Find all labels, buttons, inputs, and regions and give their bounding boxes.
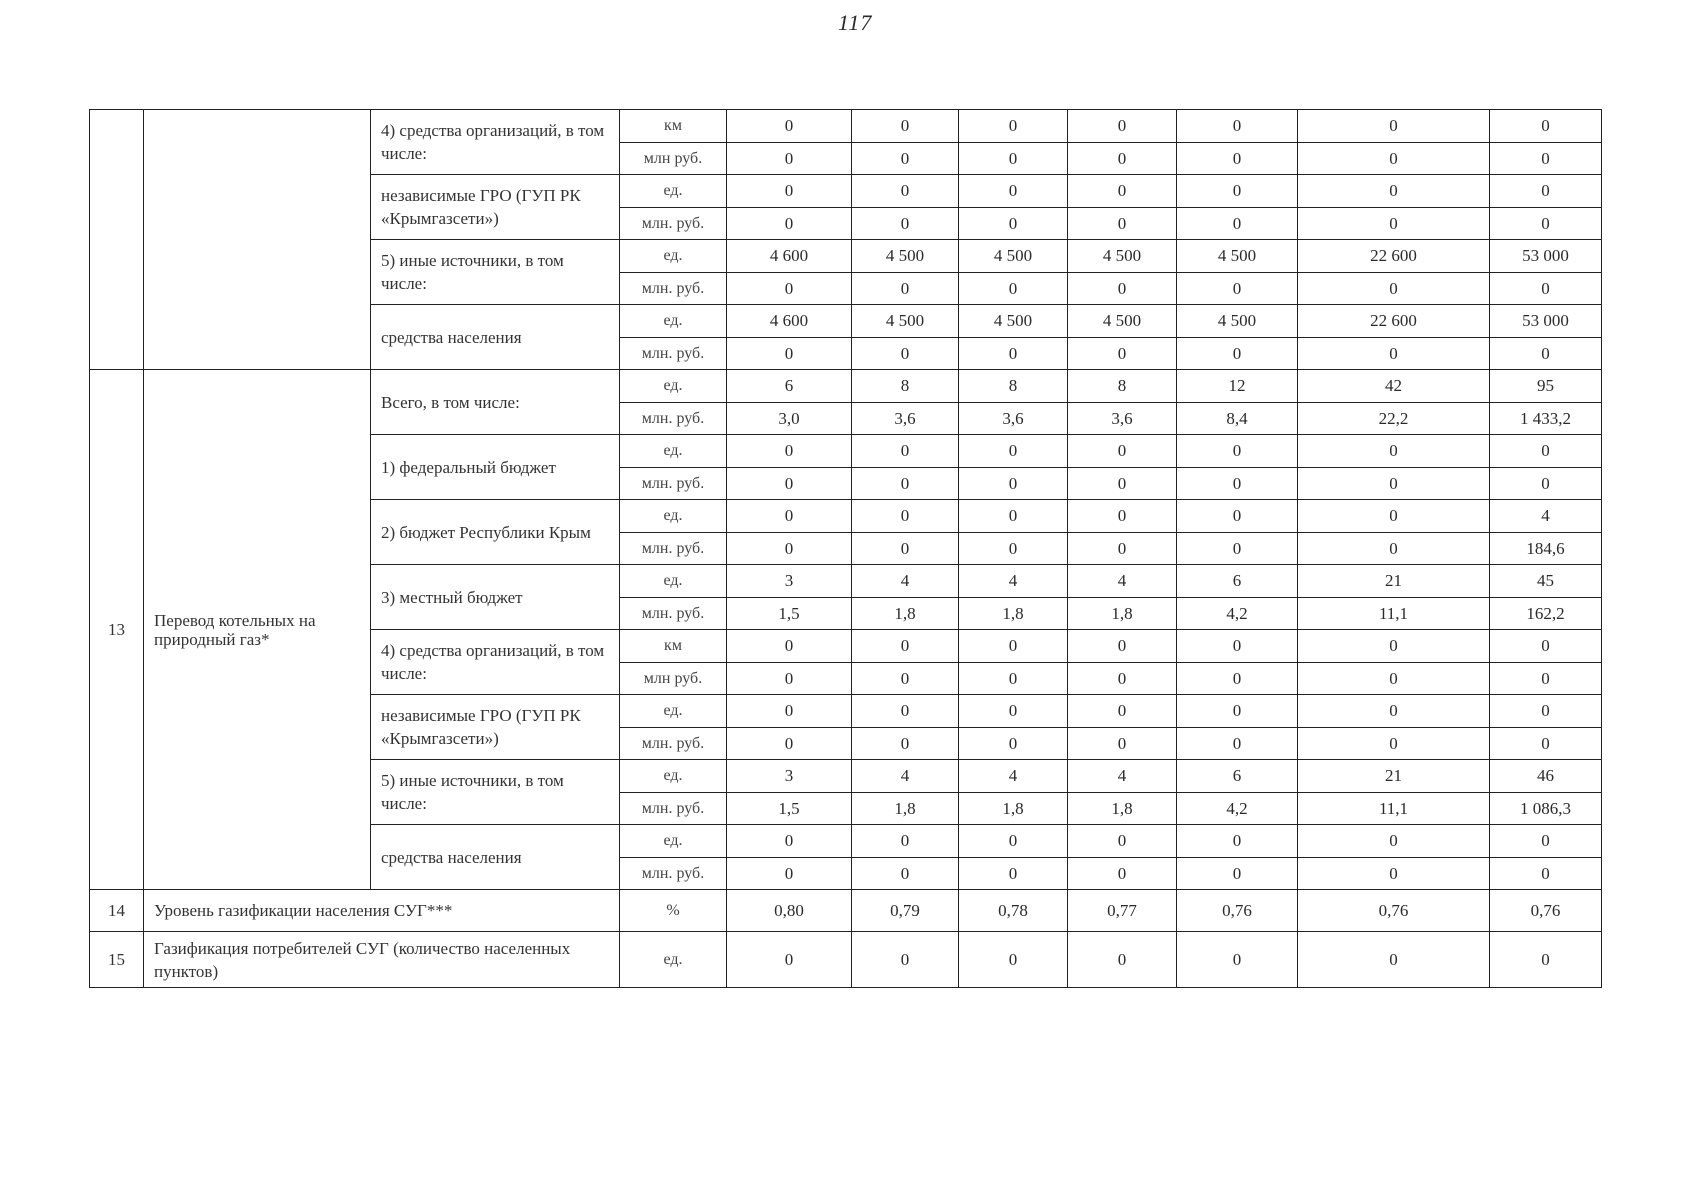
row-number: 14 <box>90 890 144 932</box>
value-cell: 0 <box>727 142 852 175</box>
value-cell: 3,6 <box>959 402 1068 435</box>
funding-source: независимые ГРО (ГУП РК «Крымгазсети») <box>371 695 620 760</box>
value-cell: 4 <box>1068 565 1177 598</box>
funding-source: независимые ГРО (ГУП РК «Крымгазсети») <box>371 175 620 240</box>
value-cell: 0 <box>959 175 1068 208</box>
value-cell: 0 <box>852 435 959 468</box>
value-cell: 0 <box>1068 662 1177 695</box>
value-cell: 4 500 <box>852 240 959 273</box>
row-number: 13 <box>90 370 144 890</box>
value-cell: 0 <box>1490 175 1602 208</box>
value-cell: 0 <box>1177 435 1298 468</box>
unit-cell: млн руб. <box>620 662 727 695</box>
value-cell: 6 <box>727 370 852 403</box>
unit-cell: ед. <box>620 370 727 403</box>
value-cell: 0 <box>852 110 959 143</box>
value-cell: 0 <box>727 435 852 468</box>
value-cell: 0 <box>1298 435 1490 468</box>
value-cell: 0 <box>1298 337 1490 370</box>
value-cell: 1,5 <box>727 597 852 630</box>
value-cell: 0 <box>852 272 959 305</box>
value-cell: 0 <box>1298 110 1490 143</box>
value-cell: 0 <box>1177 207 1298 240</box>
value-cell: 0 <box>852 932 959 988</box>
value-cell: 0 <box>1177 337 1298 370</box>
value-cell: 0 <box>1490 207 1602 240</box>
value-cell: 22,2 <box>1298 402 1490 435</box>
value-cell: 53 000 <box>1490 305 1602 338</box>
value-cell: 21 <box>1298 565 1490 598</box>
value-cell: 0 <box>727 932 852 988</box>
value-cell: 1,8 <box>959 597 1068 630</box>
value-cell: 3 <box>727 760 852 793</box>
value-cell: 6 <box>1177 565 1298 598</box>
value-cell: 3,6 <box>852 402 959 435</box>
value-cell: 0 <box>852 337 959 370</box>
value-cell: 4 <box>1068 760 1177 793</box>
value-cell: 0 <box>1298 272 1490 305</box>
value-cell: 0 <box>1177 175 1298 208</box>
value-cell: 0 <box>1490 272 1602 305</box>
unit-cell: млн. руб. <box>620 857 727 890</box>
value-cell: 3,0 <box>727 402 852 435</box>
value-cell: 0 <box>1298 825 1490 858</box>
value-cell: 0 <box>852 532 959 565</box>
value-cell: 1,5 <box>727 792 852 825</box>
value-cell: 0 <box>959 727 1068 760</box>
value-cell: 12 <box>1177 370 1298 403</box>
unit-cell: ед. <box>620 825 727 858</box>
value-cell: 0 <box>1068 932 1177 988</box>
value-cell: 0 <box>959 272 1068 305</box>
value-cell: 4 500 <box>1068 240 1177 273</box>
table-row <box>90 932 1602 988</box>
page-number: 117 <box>838 10 873 35</box>
row-number <box>90 110 144 370</box>
value-cell: 4,2 <box>1177 792 1298 825</box>
value-cell: 0 <box>959 857 1068 890</box>
value-cell: 0 <box>959 207 1068 240</box>
value-cell: 0 <box>1177 272 1298 305</box>
value-cell: 0 <box>1177 532 1298 565</box>
value-cell: 4 <box>959 760 1068 793</box>
value-cell: 0 <box>1177 932 1298 988</box>
value-cell: 4 500 <box>1068 305 1177 338</box>
unit-cell: ед. <box>620 760 727 793</box>
value-cell: 4 <box>1490 500 1602 533</box>
value-cell: 162,2 <box>1490 597 1602 630</box>
value-cell: 0,80 <box>727 890 852 932</box>
value-cell: 0 <box>727 630 852 663</box>
value-cell: 0 <box>852 630 959 663</box>
value-cell: 42 <box>1298 370 1490 403</box>
value-cell: 0 <box>727 857 852 890</box>
value-cell: 0,76 <box>1490 890 1602 932</box>
value-cell: 0 <box>1490 110 1602 143</box>
value-cell: 0 <box>727 695 852 728</box>
value-cell: 0 <box>1490 467 1602 500</box>
unit-cell: млн руб. <box>620 142 727 175</box>
value-cell: 4 500 <box>959 305 1068 338</box>
value-cell: 0,76 <box>1177 890 1298 932</box>
funding-source: средства населения <box>371 305 620 370</box>
value-cell: 0 <box>1068 727 1177 760</box>
value-cell: 0 <box>959 932 1068 988</box>
funding-source: 5) иные источники, в том числе: <box>371 760 620 825</box>
value-cell: 0,79 <box>852 890 959 932</box>
funding-source: Всего, в том числе: <box>371 370 620 435</box>
value-cell: 0 <box>1298 175 1490 208</box>
unit-cell: млн. руб. <box>620 272 727 305</box>
value-cell: 22 600 <box>1298 305 1490 338</box>
value-cell: 0 <box>1177 825 1298 858</box>
value-cell: 0 <box>1068 207 1177 240</box>
funding-source: средства населения <box>371 825 620 890</box>
value-cell: 0 <box>1177 695 1298 728</box>
value-cell: 0 <box>1298 532 1490 565</box>
value-cell: 3,6 <box>1068 402 1177 435</box>
value-cell: 53 000 <box>1490 240 1602 273</box>
value-cell: 1 433,2 <box>1490 402 1602 435</box>
value-cell: 0 <box>1068 857 1177 890</box>
funding-source: 3) местный бюджет <box>371 565 620 630</box>
funding-source: 5) иные источники, в том числе: <box>371 240 620 305</box>
value-cell: 4 500 <box>1177 305 1298 338</box>
value-cell: 0 <box>1068 272 1177 305</box>
unit-cell: млн. руб. <box>620 532 727 565</box>
value-cell: 0 <box>852 727 959 760</box>
funding-source: 2) бюджет Республики Крым <box>371 500 620 565</box>
value-cell: 95 <box>1490 370 1602 403</box>
value-cell: 1,8 <box>1068 597 1177 630</box>
value-cell: 0 <box>959 825 1068 858</box>
value-cell: 0 <box>959 435 1068 468</box>
value-cell: 0 <box>852 175 959 208</box>
unit-cell: млн. руб. <box>620 727 727 760</box>
value-cell: 0 <box>1068 630 1177 663</box>
value-cell: 4 <box>852 760 959 793</box>
value-cell: 0 <box>1068 110 1177 143</box>
value-cell: 0 <box>727 272 852 305</box>
value-cell: 8 <box>852 370 959 403</box>
value-cell: 0 <box>1298 695 1490 728</box>
value-cell: 0 <box>1490 695 1602 728</box>
value-cell: 0 <box>1490 932 1602 988</box>
value-cell: 0 <box>959 500 1068 533</box>
unit-cell: млн. руб. <box>620 207 727 240</box>
indicator-name <box>144 110 371 370</box>
value-cell: 0 <box>852 142 959 175</box>
value-cell: 11,1 <box>1298 597 1490 630</box>
value-cell: 45 <box>1490 565 1602 598</box>
table-row <box>90 370 1602 403</box>
value-cell: 0 <box>1490 142 1602 175</box>
value-cell: 0 <box>1177 500 1298 533</box>
unit-cell: млн. руб. <box>620 337 727 370</box>
value-cell: 0 <box>1068 142 1177 175</box>
value-cell: 1,8 <box>1068 792 1177 825</box>
value-cell: 0 <box>959 142 1068 175</box>
unit-cell: ед. <box>620 932 727 988</box>
value-cell: 0 <box>1068 500 1177 533</box>
value-cell: 0 <box>1490 825 1602 858</box>
value-cell: 1,8 <box>852 597 959 630</box>
value-cell: 0 <box>1177 110 1298 143</box>
value-cell: 4 600 <box>727 240 852 273</box>
value-cell: 0 <box>852 857 959 890</box>
value-cell: 4 600 <box>727 305 852 338</box>
value-cell: 1,8 <box>852 792 959 825</box>
funding-source: 4) средства организаций, в том числе: <box>371 110 620 175</box>
value-cell: 0 <box>1490 662 1602 695</box>
indicator-name: Уровень газификации населения СУГ*** <box>144 890 620 932</box>
value-cell: 22 600 <box>1298 240 1490 273</box>
value-cell: 0 <box>1298 857 1490 890</box>
unit-cell: ед. <box>620 305 727 338</box>
value-cell: 4 <box>959 565 1068 598</box>
value-cell: 0,77 <box>1068 890 1177 932</box>
value-cell: 0 <box>1298 727 1490 760</box>
value-cell: 0 <box>852 825 959 858</box>
value-cell: 0 <box>1177 630 1298 663</box>
value-cell: 0 <box>1177 857 1298 890</box>
value-cell: 0 <box>727 825 852 858</box>
unit-cell: ед. <box>620 435 727 468</box>
value-cell: 0 <box>727 727 852 760</box>
table-row <box>90 110 1602 143</box>
unit-cell: млн. руб. <box>620 402 727 435</box>
funding-source: 4) средства организаций, в том числе: <box>371 630 620 695</box>
value-cell: 0 <box>1298 500 1490 533</box>
value-cell: 0 <box>727 337 852 370</box>
value-cell: 0 <box>1298 142 1490 175</box>
unit-cell: млн. руб. <box>620 467 727 500</box>
value-cell: 0 <box>1490 727 1602 760</box>
value-cell: 0,76 <box>1298 890 1490 932</box>
indicator-name: Перевод котельных на природный газ* <box>144 370 371 890</box>
indicator-name: Газификация потребителей СУГ (количество населенных пунктов) <box>144 932 620 988</box>
unit-cell: км <box>620 110 727 143</box>
value-cell: 0 <box>852 467 959 500</box>
table-row <box>90 890 1602 932</box>
unit-cell: млн. руб. <box>620 597 727 630</box>
value-cell: 0 <box>852 207 959 240</box>
value-cell: 0 <box>1490 857 1602 890</box>
value-cell: 0 <box>727 207 852 240</box>
value-cell: 0 <box>852 500 959 533</box>
value-cell: 0 <box>959 532 1068 565</box>
row-number: 15 <box>90 932 144 988</box>
value-cell: 0 <box>1490 435 1602 468</box>
unit-cell: ед. <box>620 565 727 598</box>
value-cell: 0 <box>959 467 1068 500</box>
value-cell: 0 <box>1068 825 1177 858</box>
value-cell: 0 <box>1298 630 1490 663</box>
value-cell: 0 <box>1490 337 1602 370</box>
value-cell: 1 086,3 <box>1490 792 1602 825</box>
value-cell: 0 <box>727 175 852 208</box>
value-cell: 0 <box>1298 932 1490 988</box>
value-cell: 4 500 <box>1177 240 1298 273</box>
value-cell: 0 <box>1068 175 1177 208</box>
unit-cell: ед. <box>620 175 727 208</box>
value-cell: 4,2 <box>1177 597 1298 630</box>
value-cell: 46 <box>1490 760 1602 793</box>
unit-cell: ед. <box>620 240 727 273</box>
unit-cell: % <box>620 890 727 932</box>
value-cell: 21 <box>1298 760 1490 793</box>
value-cell: 0,78 <box>959 890 1068 932</box>
value-cell: 0 <box>959 662 1068 695</box>
value-cell: 0 <box>1068 467 1177 500</box>
value-cell: 6 <box>1177 760 1298 793</box>
value-cell: 1,8 <box>959 792 1068 825</box>
value-cell: 0 <box>727 662 852 695</box>
value-cell: 8 <box>959 370 1068 403</box>
value-cell: 3 <box>727 565 852 598</box>
value-cell: 0 <box>1068 337 1177 370</box>
value-cell: 0 <box>1177 662 1298 695</box>
value-cell: 11,1 <box>1298 792 1490 825</box>
value-cell: 0 <box>1298 662 1490 695</box>
value-cell: 8 <box>1068 370 1177 403</box>
value-cell: 0 <box>727 500 852 533</box>
value-cell: 4 500 <box>852 305 959 338</box>
value-cell: 0 <box>1068 532 1177 565</box>
value-cell: 0 <box>959 695 1068 728</box>
value-cell: 4 500 <box>959 240 1068 273</box>
value-cell: 0 <box>727 110 852 143</box>
value-cell: 0 <box>959 630 1068 663</box>
value-cell: 0 <box>1177 467 1298 500</box>
value-cell: 0 <box>1177 727 1298 760</box>
unit-cell: млн. руб. <box>620 792 727 825</box>
unit-cell: ед. <box>620 695 727 728</box>
value-cell: 0 <box>959 110 1068 143</box>
value-cell: 0 <box>1068 695 1177 728</box>
value-cell: 0 <box>727 467 852 500</box>
value-cell: 0 <box>852 695 959 728</box>
value-cell: 0 <box>852 662 959 695</box>
value-cell: 4 <box>852 565 959 598</box>
value-cell: 0 <box>1490 630 1602 663</box>
value-cell: 0 <box>1177 142 1298 175</box>
value-cell: 184,6 <box>1490 532 1602 565</box>
value-cell: 0 <box>727 532 852 565</box>
value-cell: 8,4 <box>1177 402 1298 435</box>
unit-cell: ед. <box>620 500 727 533</box>
table-body <box>90 110 1602 988</box>
value-cell: 0 <box>1068 435 1177 468</box>
value-cell: 0 <box>1298 207 1490 240</box>
unit-cell: км <box>620 630 727 663</box>
value-cell: 0 <box>959 337 1068 370</box>
value-cell: 0 <box>1298 467 1490 500</box>
indicators-table <box>89 109 1602 988</box>
funding-source: 1) федеральный бюджет <box>371 435 620 500</box>
